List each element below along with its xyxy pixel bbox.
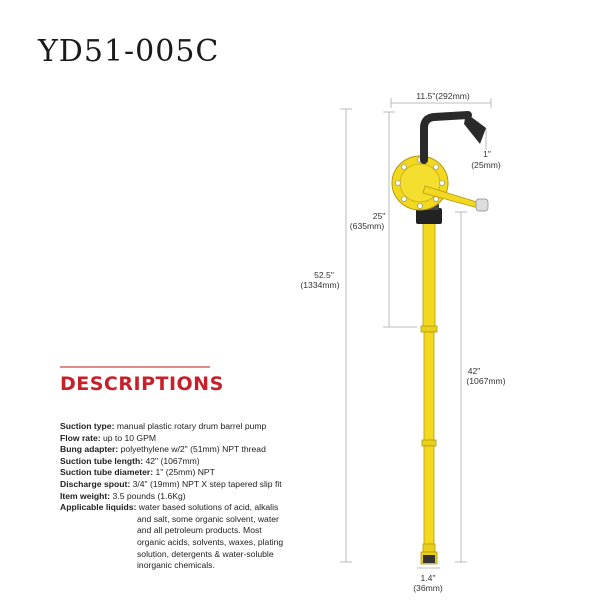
spec-suction-type (60, 421, 310, 433)
descriptions-divider (60, 366, 210, 368)
dim-bottom-in: 1.4" (420, 573, 436, 583)
spec-bung-adapter (60, 444, 310, 456)
spec-label: Item weight: (60, 490, 111, 501)
spec-flow-rate (60, 433, 310, 445)
spec-label: Applicable liquids: (60, 502, 137, 513)
dim-bottom-mm: (36mm) (413, 583, 443, 593)
discharge-spout (424, 113, 486, 160)
spec-list (60, 421, 310, 572)
descriptions-heading: DESCRIPTIONS (60, 373, 224, 395)
dim-total-height-mm: (1334mm) (300, 280, 340, 290)
product-title: YD51-005C (38, 34, 220, 69)
spec-label: Suction type: (60, 421, 115, 431)
spec-value: 3/4" (19mm) NPT X step tapered slip fit (130, 478, 282, 489)
dim-top-width: 11.5"(292mm) (416, 91, 470, 101)
liquids-continued-line: and all petroleum products. Most (137, 525, 262, 536)
liquids-continued-line: solution, detergents & water-soluble (137, 548, 274, 559)
spec-label: Bung adapter: (60, 444, 119, 455)
spec-label: Discharge spout: (60, 478, 131, 489)
dim-pump-height-mm: (635mm) (349, 221, 385, 231)
liquids-continued-line: inorganic chemicals. (137, 560, 215, 571)
liquids-continued-line: organic acids, solvents, waxes, plating (137, 536, 284, 547)
liquids-continued-line: and salt, some organic solvent, water (137, 513, 279, 524)
spec-value: 1" (25mm) NPT (153, 467, 215, 478)
dim-tube-length-mm: (1067mm) (466, 376, 506, 386)
spec-item-weight (60, 491, 310, 503)
spec-tube-length (60, 456, 310, 468)
spec-value: 3.5 pounds (1.6Kg) (110, 490, 186, 501)
spec-label: Suction tube diameter: (60, 467, 154, 478)
spec-value: manual plastic rotary drum barrel pump (114, 421, 267, 431)
dim-pump-height-in: 25" (372, 211, 386, 221)
dim-total-height-in: 52.5" (314, 270, 334, 280)
dim-spout-in: 1" (483, 149, 491, 159)
dim-tube-length-in: 42" (467, 366, 481, 376)
spec-discharge-spout (60, 479, 310, 491)
spec-label: Suction tube length: (60, 455, 144, 466)
spec-value: polyethylene w/2" (51mm) NPT thread (118, 444, 266, 455)
spec-tube-diameter (60, 467, 310, 479)
spec-value: water based solutions of acid, alkalis (136, 502, 279, 513)
spec-applicable-liquids (60, 502, 310, 514)
suction-tube (421, 222, 437, 564)
spec-value: 42" (1067mm) (143, 455, 200, 466)
spec-value: up to 10 GPM (100, 432, 157, 443)
dim-spout-mm: (25mm) (471, 160, 501, 170)
spec-label: Flow rate: (60, 432, 101, 443)
